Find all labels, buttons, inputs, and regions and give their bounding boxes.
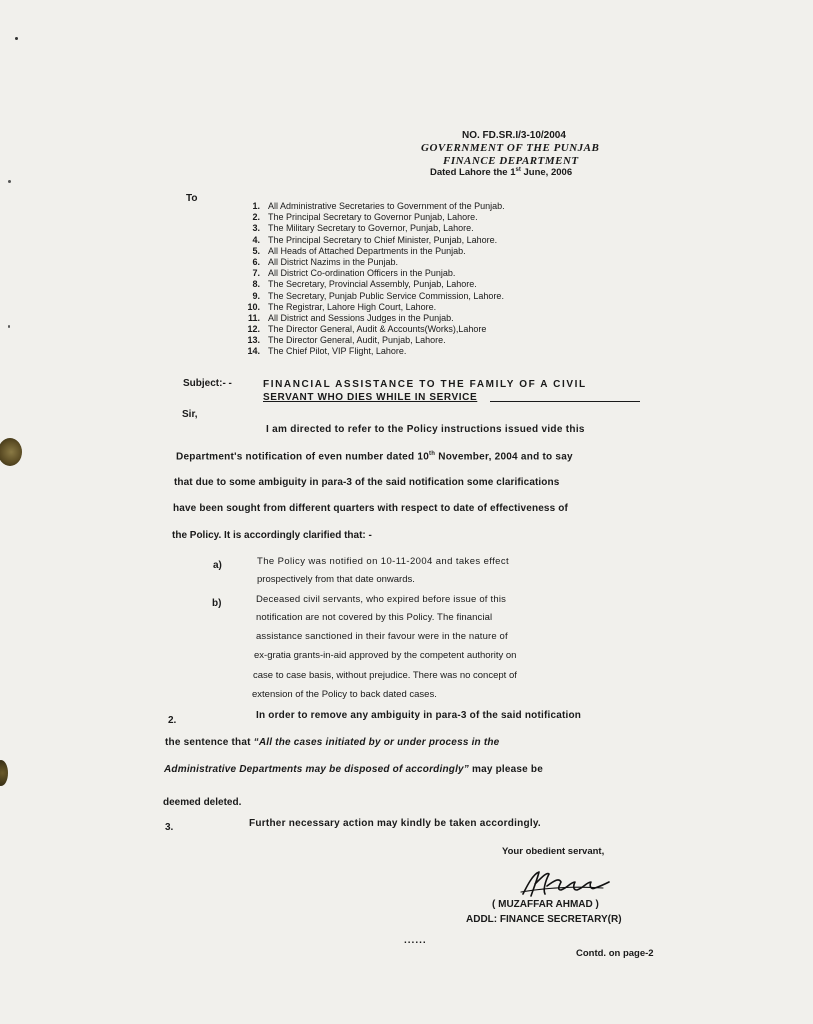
recipient-text: The Principal Secretary to Governor Punjab, Lahore. [268, 212, 478, 223]
item-line: Deceased civil servants, who expired before issue of this [256, 594, 507, 605]
recipient-number: 8. [252, 279, 260, 290]
subject-underline [490, 401, 640, 402]
para1-line: Department's notification of even number dated 10th November, 2004 and to say [176, 451, 573, 463]
recipient-text: All District Nazims in the Punjab. [268, 256, 399, 267]
recipient-text: The Secretary, Provincial Assembly, Punjab, Lahore. [268, 279, 477, 290]
subject-line-2: SERVANT WHO DIES WHILE IN SERVICE [263, 392, 478, 403]
recipient-number: 9. [252, 290, 260, 301]
recipient-item [222, 302, 505, 313]
para1-line: I am directed to refer to the Policy instructions issued vide this [266, 424, 585, 435]
recipient-number: 2. [252, 212, 260, 223]
para2-line: Administrative Departments may be disposed of accordingly” may please be [164, 764, 543, 775]
item-letter: a) [213, 560, 222, 571]
recipient-item [222, 223, 505, 234]
para2-line: In order to remove any ambiguity in para-3 of the said notification [256, 710, 582, 721]
para3-line: Further necessary action may kindly be taken accordingly. [249, 818, 541, 829]
item-letter: b) [212, 598, 222, 609]
scan-speck [8, 325, 10, 328]
recipient-text: All Heads of Attached Departments in the Punjab. [268, 245, 466, 256]
recipient-number: 3. [252, 223, 260, 234]
recipient-item [222, 257, 505, 268]
continued-note: Contd. on page-2 [576, 948, 654, 959]
punch-hole [0, 438, 22, 466]
recipient-item [222, 279, 505, 290]
recipient-text: The Military Secretary to Governor, Punjab, Lahore. [268, 223, 474, 234]
recipient-item [222, 324, 505, 335]
signatory-name: ( MUZAFFAR AHMAD ) [492, 899, 599, 910]
recipient-item [222, 246, 505, 257]
signature-scribble [515, 868, 615, 900]
recipient-text: All Administrative Secretaries to Government of the Punjab. [268, 201, 505, 211]
salutation: Sir, [182, 409, 198, 420]
para1-line: that due to some ambiguity in para-3 of the said notification some clarifications [174, 477, 560, 488]
punch-hole [0, 760, 8, 786]
date-line: Dated Lahore the 1st June, 2006 [430, 167, 573, 179]
item-line: The Policy was notified on 10-11-2004 and takes effect [257, 556, 510, 567]
para1-line: have been sought from different quarters with respect to date of effectiveness of [173, 503, 569, 514]
recipient-number: 10. [247, 301, 260, 312]
recipient-item [222, 212, 505, 223]
scan-speck [8, 180, 11, 183]
item-line: prospectively from that date onwards. [257, 574, 415, 585]
para1-line: the Policy. It is accordingly clarified that: - [172, 530, 372, 541]
item-line: extension of the Policy to back dated cases. [252, 689, 437, 700]
recipient-number: 1. [252, 201, 260, 211]
recipient-number: 12. [247, 324, 260, 335]
recipient-text: All District and Sessions Judges in the Punjab. [268, 312, 454, 323]
para2-line: deemed deleted. [163, 797, 242, 808]
item-line: case to case basis, without prejudice. There was no concept of [253, 670, 517, 681]
para2-line: the sentence that “All the cases initiated by or under process in the [165, 737, 500, 748]
recipient-number: 7. [252, 268, 260, 279]
recipient-number: 6. [252, 256, 260, 267]
recipient-item [222, 313, 505, 324]
to-label: To [186, 193, 198, 204]
recipient-text: All District Co-ordination Officers in the Punjab. [268, 268, 456, 279]
item-line: notification are not covered by this Policy. The financial [256, 612, 493, 623]
recipient-item [222, 346, 505, 357]
recipient-number: 13. [247, 335, 260, 346]
recipient-number: 4. [252, 234, 260, 245]
item-line: assistance sanctioned in their favour were in the nature of [256, 631, 508, 642]
recipient-text: The Secretary, Punjab Public Service Commission, Lahore. [268, 290, 504, 301]
recipient-item [222, 335, 505, 346]
subject-label: Subject:- - [183, 378, 232, 389]
signatory-title: ADDL: FINANCE SECRETARY(R) [466, 914, 622, 925]
recipient-item [222, 268, 505, 279]
para2-number: 2. [168, 715, 177, 726]
recipient-text: The Chief Pilot, VIP Flight, Lahore. [268, 346, 407, 357]
recipient-text: The Registrar, Lahore High Court, Lahore. [268, 301, 437, 312]
recipient-text: The Director General, Audit & Accounts(Works),Lahore [268, 324, 487, 335]
page-dots: ...... [404, 935, 427, 946]
recipient-item [222, 201, 505, 212]
subject-line-1: FINANCIAL ASSISTANCE TO THE FAMILY OF A CIVIL [263, 379, 587, 390]
scan-speck [15, 37, 18, 40]
recipient-text: The Director General, Audit, Punjab, Lahore. [268, 335, 446, 346]
government-heading: GOVERNMENT OF THE PUNJAB [421, 142, 600, 154]
reference-number: NO. FD.SR.I/3-10/2004 [462, 130, 566, 141]
closing-phrase: Your obedient servant, [502, 846, 605, 857]
recipient-list [222, 201, 505, 358]
recipient-item [222, 235, 505, 246]
para3-number: 3. [165, 822, 174, 833]
recipient-number: 5. [252, 245, 260, 256]
recipient-number: 11. [247, 312, 260, 323]
recipient-number: 14. [247, 346, 260, 357]
item-line: ex-gratia grants-in-aid approved by the competent authority on [254, 650, 517, 661]
recipient-item [222, 291, 505, 302]
department-heading: FINANCE DEPARTMENT [443, 155, 579, 167]
recipient-text: The Principal Secretary to Chief Minister, Punjab, Lahore. [268, 234, 498, 245]
